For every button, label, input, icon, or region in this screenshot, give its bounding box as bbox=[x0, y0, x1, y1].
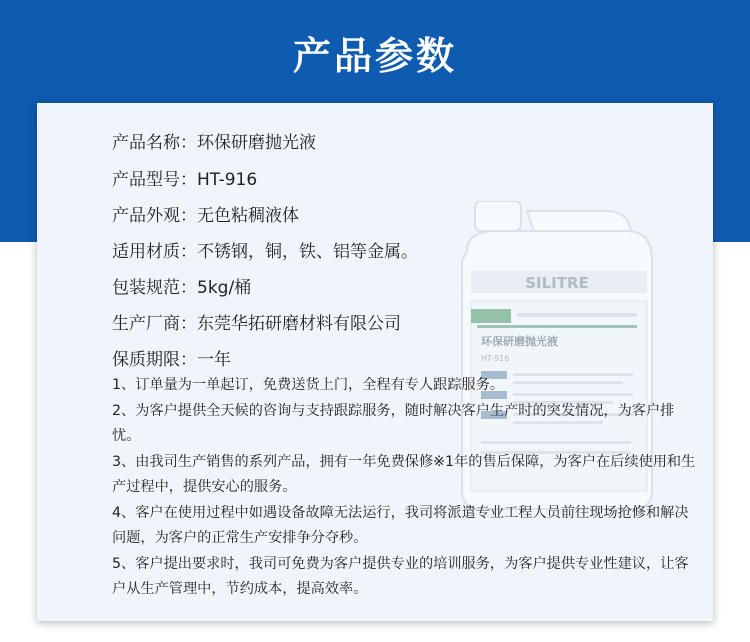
spec-label: 生产厂商： bbox=[112, 314, 197, 334]
spec-value: 环保研磨抛光液 bbox=[197, 133, 316, 153]
product-jug-label: 环保研磨抛光液 bbox=[481, 335, 558, 348]
note-item: 5、客户提出要求时，我司可免费为客户提供专业的培训服务，为客户提供专业性建议，让客户从生产管理中，节约成本，提高效率。 bbox=[112, 555, 689, 597]
spec-label: 保质期限： bbox=[112, 350, 197, 370]
spec-value: 无色粘稠液体 bbox=[197, 206, 299, 226]
spec-card bbox=[37, 103, 713, 621]
spec-value: 5kg/桶 bbox=[197, 278, 252, 298]
spec-value: HT-916 bbox=[197, 170, 258, 190]
spec-value: 东莞华拓研磨材料有限公司 bbox=[197, 314, 401, 334]
service-notes bbox=[112, 373, 697, 603]
spec-row-material bbox=[112, 241, 418, 263]
spec-label: 产品型号： bbox=[112, 170, 197, 190]
note-item: 2、为客户提供全天候的咨询与支持跟踪服务，随时解决客户生产时的突发情况，为客户排忧。 bbox=[112, 402, 675, 444]
product-jug-model: HT-916 bbox=[481, 354, 510, 363]
spec-label: 包装规范： bbox=[112, 278, 197, 298]
spec-row-name bbox=[112, 132, 316, 154]
spec-row-model bbox=[112, 169, 257, 191]
spec-label: 适用材质： bbox=[112, 242, 197, 262]
spec-value: 一年 bbox=[197, 350, 231, 370]
spec-row-appearance bbox=[112, 205, 299, 227]
spec-label: 产品外观： bbox=[112, 206, 197, 226]
spec-row-shelf-life bbox=[112, 349, 231, 371]
spec-row-manufacturer bbox=[112, 313, 401, 335]
spec-label: 产品名称： bbox=[112, 133, 197, 153]
note-item: 1、订单量为一单起订，免费送货上门，全程有专人跟踪服务。 bbox=[112, 377, 505, 393]
note-item: 3、由我司生产销售的系列产品，拥有一年免费保修※1年的售后保障，为客户在后续使用和生产过程中，提供安心的服务。 bbox=[112, 453, 696, 495]
spec-value: 不锈钢，铜，铁、铝等金属。 bbox=[197, 242, 418, 262]
spec-row-packaging bbox=[112, 277, 251, 299]
note-item: 4、客户在使用过程中如遇设备故障无法运行，我司将派遣专业工程人员前往现场抢修和解决问题，为客户的正常生产安排争分夺秒。 bbox=[112, 504, 689, 546]
page-title: 产品参数 bbox=[292, 34, 457, 78]
product-jug-brand: SILITRE bbox=[525, 274, 589, 292]
